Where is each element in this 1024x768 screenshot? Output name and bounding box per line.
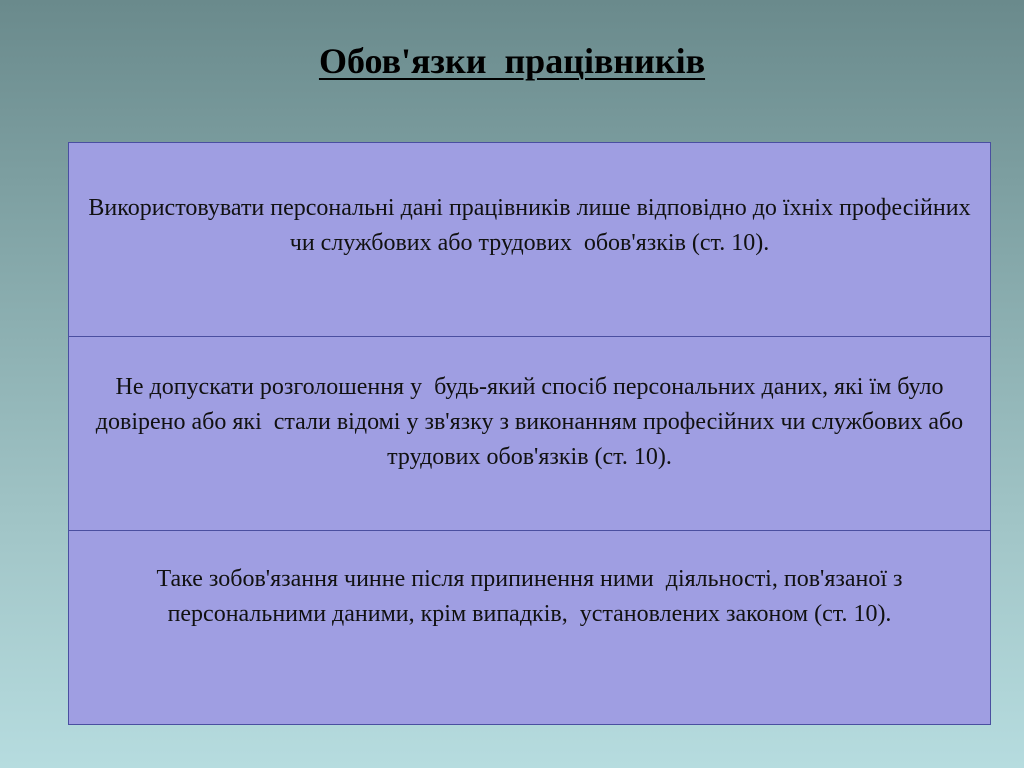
slide-title: Обов'язки працівників [318, 41, 706, 81]
table-row [69, 531, 991, 725]
duty-cell [69, 531, 991, 725]
duty-text-2: Не допускати розголошення у будь-який спосіб персональних даних, які їм було довірено або які стали відомі у зв'язку з виконанням професійних чи службових або трудових обов'язків (ст. 10). [95, 374, 976, 470]
duty-cell [69, 143, 991, 337]
duties-table [68, 142, 991, 725]
table-row [69, 143, 991, 337]
duty-text-1: Використовувати персональні дані працівників лише відповідно до їхніх професійних чи службових або трудових обов'язків (ст. 10). [88, 195, 977, 256]
duty-cell [69, 337, 991, 531]
table-row [69, 337, 991, 531]
duty-text-3: Таке зобов'язання чинне після припинення ними діяльності, пов'язаної з персональними даними, крім випадків, установлених законом (ст. 10). [156, 566, 909, 627]
